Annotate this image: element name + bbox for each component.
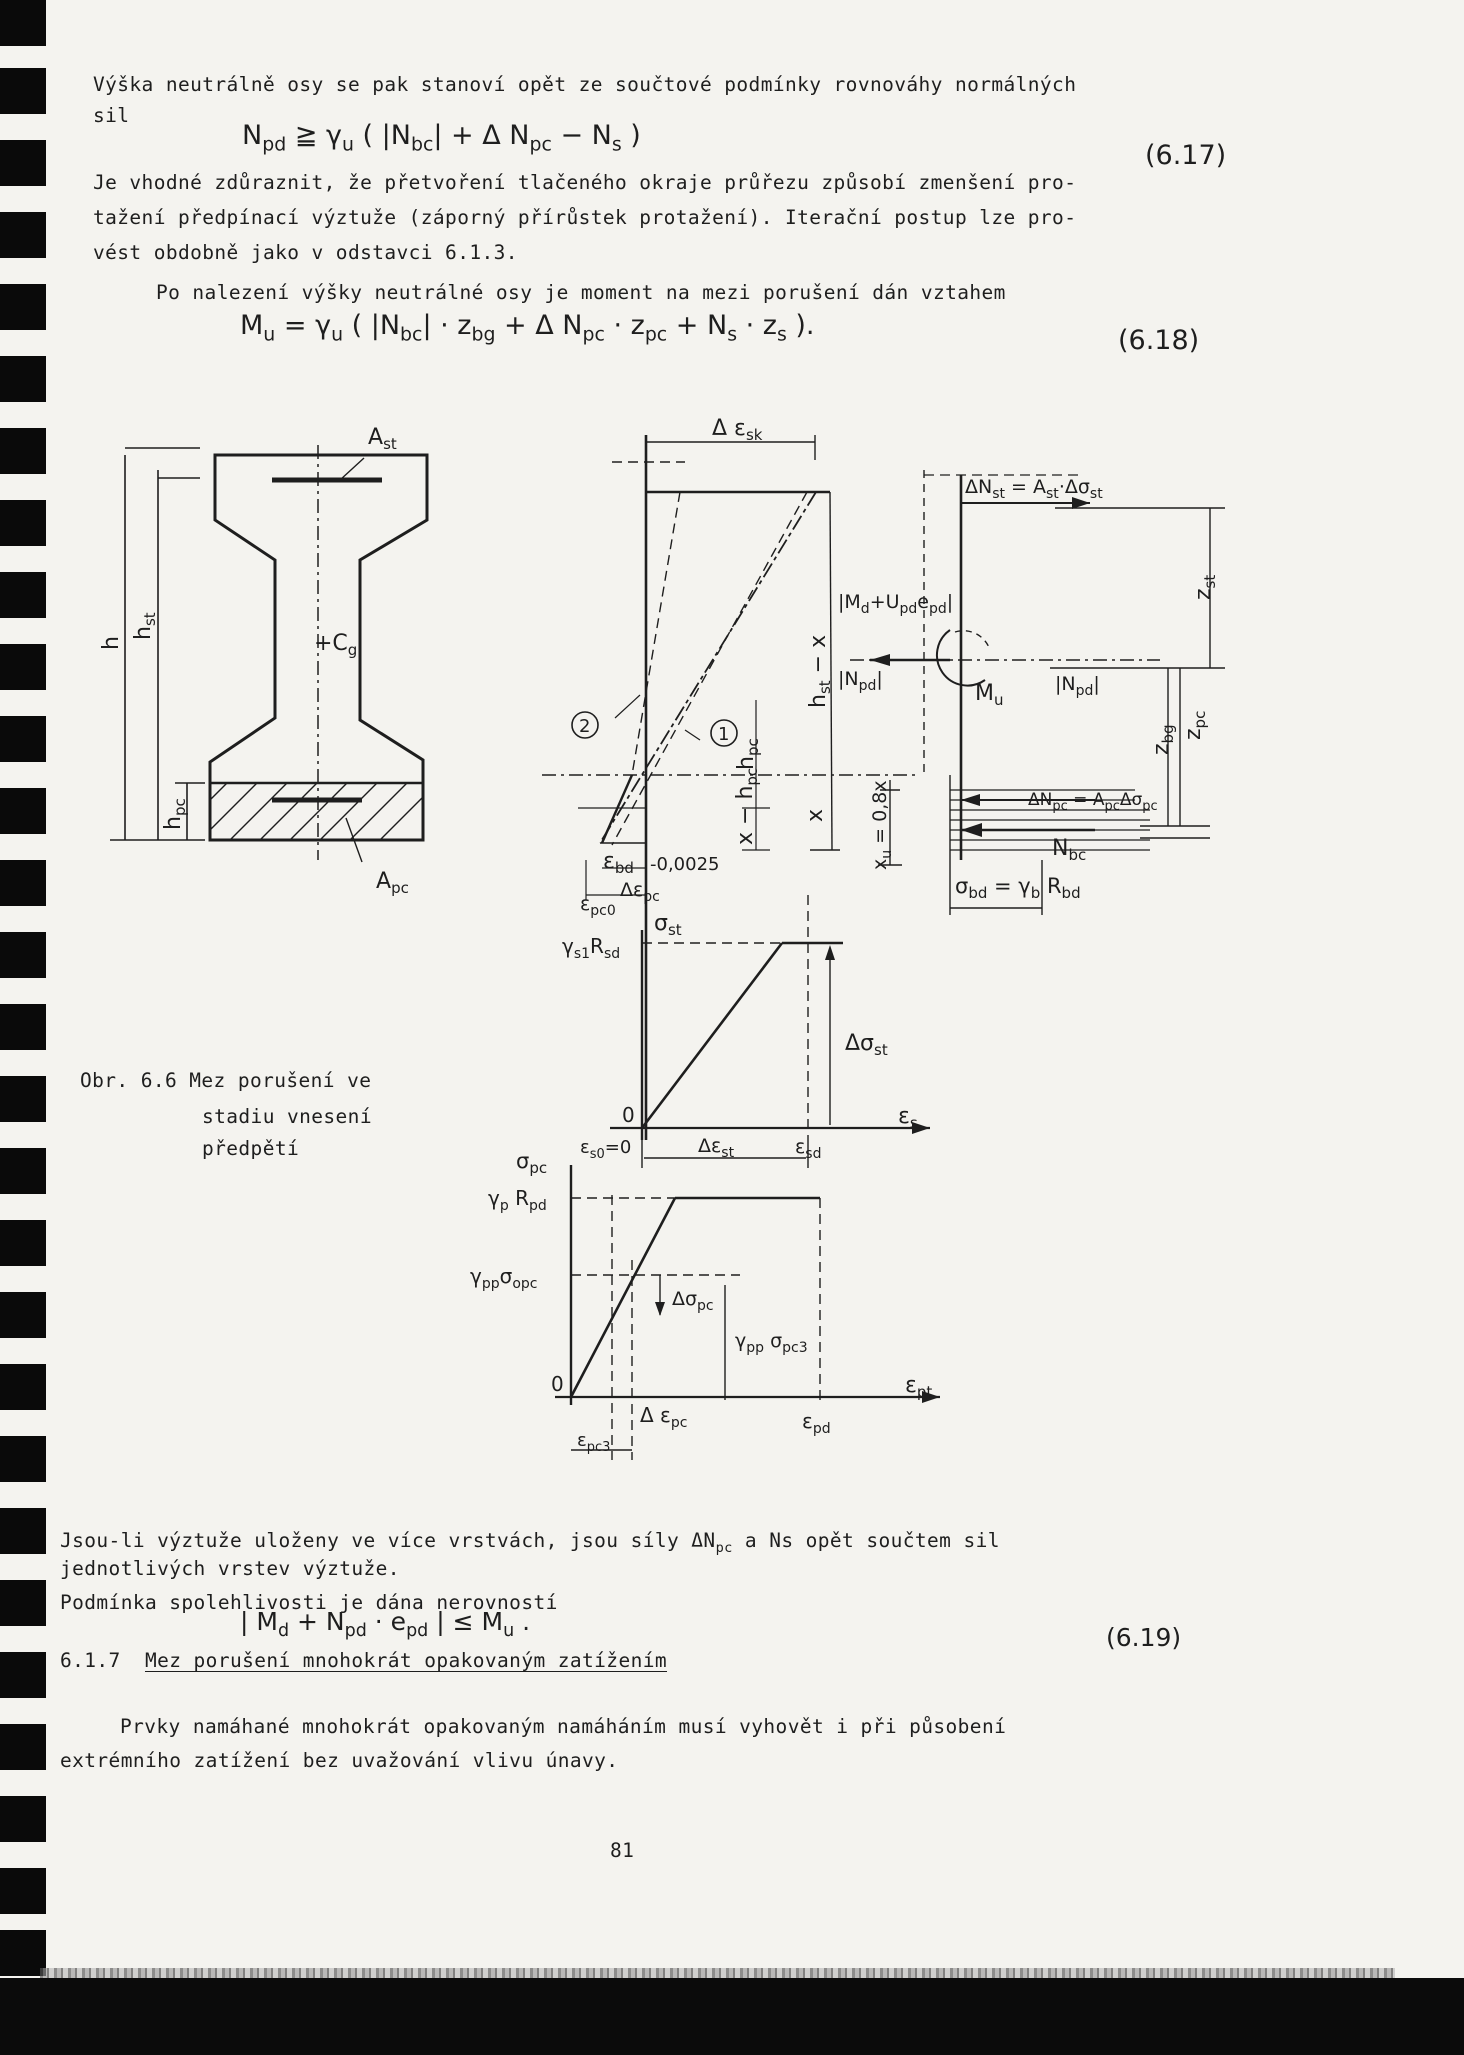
equation-number: (6.17): [1145, 140, 1227, 171]
subscript-text: pc: [715, 1539, 733, 1556]
paragraph-line: tažení předpínací výztuže (záporný přírůstek protažení). Iterační postup lze pro-: [93, 206, 1077, 229]
paragraph-line: jednotlivých vrstev výztuže.: [60, 1557, 400, 1580]
page-number: 81: [610, 1839, 635, 1862]
paragraph-line: Výška neutrálně osy se pak stanoví opět ze součtové podmínky rovnováhy normálných: [93, 73, 1077, 96]
label-origin-steel: 0: [622, 1103, 635, 1127]
label-delta-eps-st: $\Delta\varepsilon_{st}$: [698, 1135, 735, 1161]
label-c-g: $+C_g$: [314, 631, 358, 659]
label-gamma-pp-sigma-pc3: $\gamma_{pp}$ $\sigma_{pc3}$: [735, 1330, 808, 1356]
equation-number: (6.19): [1106, 1623, 1182, 1652]
label-gamma-pp-sigma-opc: $\gamma_{pp}\sigma_{opc}$: [470, 1264, 538, 1292]
paragraph-line: Po nalezení výšky neutrálné osy je moment na mezi porušení dán vztahem: [156, 281, 1006, 304]
label-a-st: $A_{st}$: [368, 425, 397, 453]
label-delta-n-st: $\Delta N_{st} = A_{st}\cdot\Delta\sigma_{st}$: [965, 476, 1103, 502]
label-n-bc: $N_{bc}$: [1052, 836, 1087, 864]
label-sigma-st: $\sigma_{st}$: [654, 911, 682, 939]
label-curve-1: 1: [718, 724, 730, 745]
label-m-u: $M_u$: [975, 681, 1004, 709]
label-z-st: $z_{st}$: [1191, 574, 1219, 600]
label-eps-pd: $\varepsilon_{pd}$: [802, 1409, 831, 1437]
figure-caption-line: předpětí: [202, 1137, 300, 1160]
label-x: x: [803, 808, 828, 822]
label-delta-eps-pc: $\Delta\varepsilon_{pc}$: [620, 879, 660, 905]
label-sigma-pc: $\sigma_{pc}$: [516, 1149, 548, 1177]
label-eps-bd: $\varepsilon_{bd}$: [603, 849, 634, 877]
label-h-st-x: $h_{st} - x$: [806, 634, 834, 708]
label-h-pc-2: $h_{pc}$: [734, 738, 762, 770]
label-eps-pt: $\varepsilon_{pt}$: [905, 1373, 933, 1401]
label-z-bg: $z_{bg}$: [1149, 724, 1177, 755]
label-eps-pc3: $\varepsilon_{pc3}$: [577, 1430, 611, 1455]
equation-number: (6.18): [1118, 325, 1200, 356]
section-title: Mez porušení mnohokrát opakovaným zatížením: [144, 1649, 668, 1672]
label-x-h-pc: $x - h_{pc}$: [733, 767, 761, 845]
prestressing-steel-stress-strain-diagram: [555, 1165, 940, 1460]
equation-6-18: $M_u = \gamma_u$ ( $|N_{bc}| \cdot z_{bg} + \Delta$ $N_{pc} \cdot z_{pc} + N_s \cdot z_s$ ).: [240, 310, 815, 346]
paragraph-line: Prvky namáhané mnohokrát opakovaným namáháním musí vyhovět i při působení: [120, 1715, 1007, 1738]
label-eps-pc0: $\varepsilon_{pc0}$: [580, 893, 616, 919]
label-h-st: $h_{st}$: [131, 612, 159, 640]
label-n-pd-left: $|N_{pd}|$: [838, 668, 883, 694]
figure-caption-line: stadiu vnesení: [202, 1105, 372, 1128]
paragraph-text: a Ns opět součtem sil: [732, 1529, 1000, 1552]
label-gamma-s1-r-sd: $\gamma_{s1}R_{sd}$: [562, 934, 621, 962]
paragraph-line: extrémního zatížení bez uvažování vlivu únavy.: [60, 1749, 619, 1772]
label-curve-2: 2: [579, 716, 591, 737]
label-eps-s0: $\varepsilon_{s0}=0$: [580, 1137, 632, 1162]
label-delta-eps-sk: Δ $\varepsilon_{sk}$: [712, 416, 763, 444]
paragraph-line: Je vhodné zdůraznit, že přetvoření tlačeného okraje průřezu způsobí zmenšení pro-: [93, 171, 1077, 194]
label-a-pc: $A_{pc}$: [376, 869, 409, 897]
label-delta-sigma-pc: $\Delta\sigma_{pc}$: [672, 1288, 714, 1314]
label-z-pc: $z_{pc}$: [1181, 710, 1209, 740]
label-delta-sigma-st: $\Delta\sigma_{st}$: [845, 1031, 888, 1059]
label-h: h: [99, 636, 124, 650]
section-number: 6.1.7: [60, 1649, 121, 1672]
label-delta-eps-pc-2: Δ $\varepsilon_{pc}$: [640, 1403, 688, 1431]
scan-bottom-border: [0, 1978, 1464, 2055]
equation-6-19: | $M_d + N_{pd} \cdot e_{pd}$ | ≤ $M_u$ .: [240, 1607, 531, 1642]
section-heading: [60, 1648, 667, 1674]
label-eps-s: $\varepsilon_s$: [898, 1104, 918, 1132]
i-section-drawing: [110, 445, 427, 862]
figure-caption-line: Obr. 6.6 Mez porušení ve: [80, 1069, 372, 1092]
paragraph-text: Jsou-li výztuže uloženy ve více vrstvách, jsou síly ΔN: [60, 1529, 716, 1552]
label-minus-0-0025: -0,0025: [650, 854, 720, 875]
label-eps-sd: $\varepsilon_{sd}$: [795, 1136, 822, 1162]
label-n-pd-right: $|N_{pd}|$: [1055, 673, 1100, 699]
paragraph-line: vést obdobně jako v odstavci 6.1.3.: [93, 241, 518, 264]
equation-6-17: $N_{pd}$ ≧ $\gamma_u$ ( $|N_{bc}| + \Delta$ $N_{pc} - N_s$ ): [242, 120, 641, 156]
label-gamma-p-r-pd: $\gamma_p$ $R_{pd}$: [488, 1186, 547, 1214]
label-sigma-bd: $\sigma_{bd} = \gamma_b$ $R_{bd}$: [955, 874, 1081, 902]
label-delta-n-pc: $\Delta N_{pc} = A_{pc}\Delta\sigma_{pc}$: [1028, 790, 1158, 814]
force-diagram: [850, 470, 1225, 915]
label-md-moment: $|M_d+U_{pd}e_{pd}|$: [838, 591, 954, 617]
label-origin-prestress: 0: [551, 1372, 564, 1396]
paragraph-line: Podmínka spolehlivosti je dána nerovností: [60, 1591, 558, 1614]
paragraph-line: sil: [93, 104, 130, 127]
label-x-u: $x_u = 0,8x$: [869, 780, 895, 870]
label-h-pc: $h_{pc}$: [161, 798, 189, 830]
